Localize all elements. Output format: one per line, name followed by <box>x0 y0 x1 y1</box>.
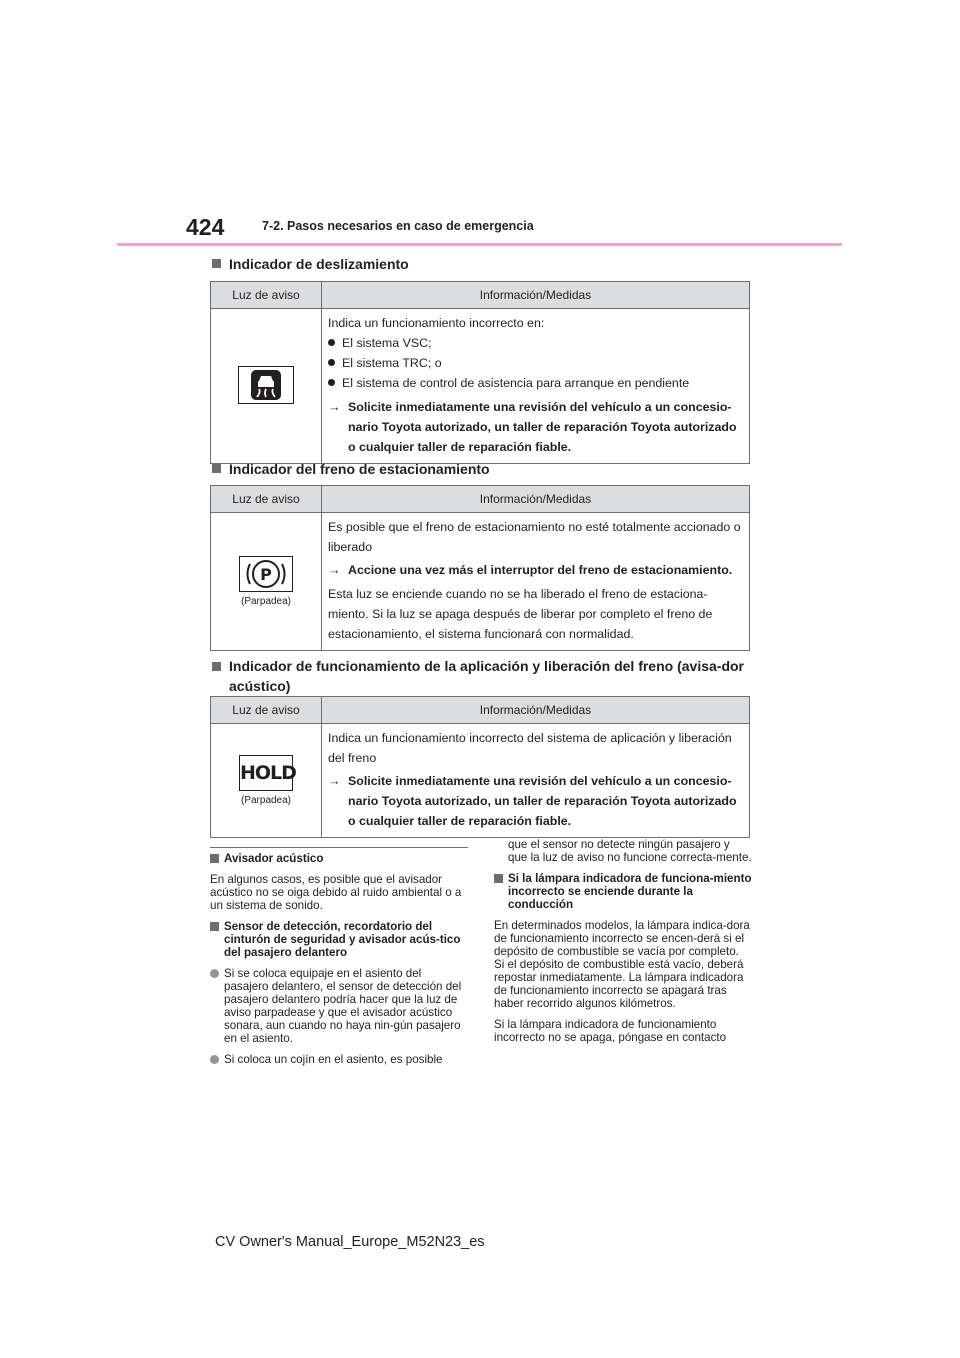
slip-indicator-heading: Indicador de deslizamiento <box>212 254 752 274</box>
blink-note: (Parpadea) <box>240 794 292 806</box>
col-header-light: Luz de aviso <box>211 697 322 724</box>
notes-right-column <box>494 838 752 1052</box>
footer-text: CV Owner's Manual_Europe_M52N23_es <box>215 1234 485 1250</box>
square-bullet-icon <box>212 464 221 473</box>
notes-divider <box>210 847 468 848</box>
square-bullet-icon <box>212 662 221 671</box>
note-heading: Si la lámpara indicadora de funciona-miento incorrecto se enciende durante la conducción <box>494 872 752 911</box>
hold-indicator-heading: Indicador de funcionamiento de la aplicación y liberación del freno (avisa-dor acústico) <box>212 656 752 696</box>
col-header-info: Información/Medidas <box>322 486 750 513</box>
col-header-light: Luz de aviso <box>211 282 322 309</box>
notes-left-column <box>210 852 468 1074</box>
parking-brake-icon <box>239 556 293 592</box>
col-header-info: Información/Medidas <box>322 282 750 309</box>
info-intro: Indica un funcionamiento incorrecto del sistema de aplicación y liberación del freno <box>328 731 732 765</box>
header-rule <box>117 243 842 246</box>
parking-brake-heading: Indicador del freno de estacionamiento <box>212 459 752 479</box>
note-paragraph: Si la lámpara indicadora de funcionamiento incorrecto no se apaga, póngase en contacto <box>494 1018 727 1044</box>
action-instruction: → Solicite inmediatamente una revisión del vehículo a un concesio-nario Toyota autorizado, un taller de reparación Toyota autorizado o cualquier taller de reparación fiable. <box>328 771 743 831</box>
action-instruction: → Accione una vez más el interruptor del freno de estacionamiento. <box>328 560 743 580</box>
arrow-icon: → <box>328 563 341 577</box>
action-instruction: → Solicite inmediatamente una revisión del vehículo a un concesio-nario Toyota autorizado, un taller de reparación Toyota autorizado o cualquier taller de reparación fiable. <box>328 397 743 457</box>
slip-indicator-icon <box>238 366 294 404</box>
bullet-item: El sistema TRC; o <box>328 353 743 373</box>
note-paragraph: En algunos casos, es posible que el avisador acústico no se oiga debido al ruido ambiental o a un sistema de sonido. <box>210 873 462 912</box>
svg-text:P: P <box>260 564 272 584</box>
hold-indicator-icon: HOLD <box>239 755 293 791</box>
slip-indicator-table <box>210 281 750 464</box>
note-heading: Sensor de detección, recordatorio del cinturón de seguridad y avisador acús-tico del pasajero delantero <box>210 920 468 959</box>
info-intro: Indica un funcionamiento incorrecto en: <box>328 316 545 330</box>
blink-note: (Parpadea) <box>240 595 292 607</box>
note-paragraph: En determinados modelos, la lámpara indica-dora de funcionamiento incorrecto se encen-derá si el depósito de combustible se vacía por completo. Si el depósito de combustible está vacío, deberá repostar inmediatamente. La lámpara indicadora de funcionamiento incorrecto se apagará tras haber recorrido algunos kilómetros. <box>494 919 750 1010</box>
section-title: 7-2. Pasos necesarios en caso de emergencia <box>262 219 534 233</box>
parking-brake-table <box>210 485 750 651</box>
note-bullet: Si se coloca equipaje en el asiento del pasajero delantero, el sensor de detección del pasajero delantero podría hacer que la luz de aviso parpadease y que el avisador acústico sonara, aun cuando no haya nin-gún pasajero en el asiento. <box>210 967 468 1045</box>
note-bullet: Si coloca un cojín en el asiento, es posible <box>210 1053 468 1066</box>
col-header-info: Información/Medidas <box>322 697 750 724</box>
arrow-icon: → <box>328 774 341 788</box>
page-number: 424 <box>186 214 225 240</box>
square-bullet-icon <box>212 259 221 268</box>
info-after: Esta luz se enciende cuando no se ha liberado el freno de estaciona-miento. Si la luz se apaga después de liberar por completo el freno de estacionamiento, el sistema funcionará con normalidad. <box>328 587 713 641</box>
note-heading: Avisador acústico <box>210 852 468 865</box>
col-header-light: Luz de aviso <box>211 486 322 513</box>
info-intro: Es posible que el freno de estacionamiento no esté totalmente accionado o liberado <box>328 520 741 554</box>
note-continuation: que el sensor no detecte ningún pasajero y que la luz de aviso no funcione correcta-mente. <box>508 838 752 864</box>
arrow-icon: → <box>328 400 341 414</box>
bullet-item: El sistema de control de asistencia para arranque en pendiente <box>328 373 743 393</box>
hold-indicator-table <box>210 696 750 838</box>
bullet-item: El sistema VSC; <box>328 333 743 353</box>
